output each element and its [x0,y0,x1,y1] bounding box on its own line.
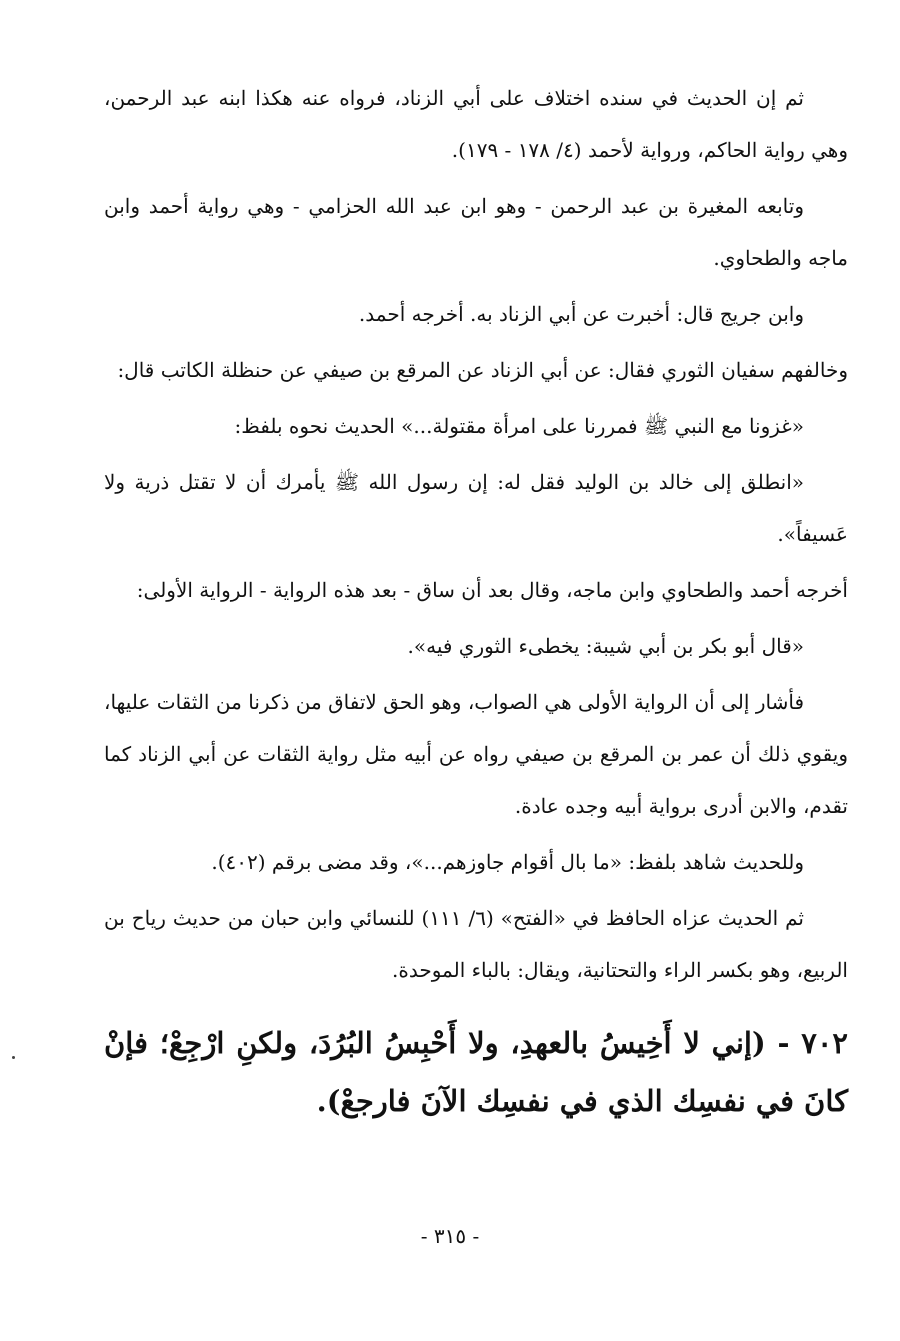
paragraph-isnad-disagreement: ثم إن الحديث في سنده اختلاف على أبي الزناد، فرواه عنه هكذا ابنه عبد الرحمن، وهي رواية الحاكم، ورواية لأحمد (٤/ ١٧٨ - ١٧٩). [104,86,848,162]
page-number: - ٣١٥ - [420,1224,480,1248]
hadith-702-heading: ٧٠٢ - (إني لا أَخِيسُ بالعهدِ، ولا أَحْبِسُ البُرُدَ، ولكنِ ارْجِعْ؛ فإنْ كانَ في نفسِك الذي في نفسِك الآنَ فارجعْ). [104,1026,848,1118]
page-body [104,72,848,1159]
quote-ghazawna: «غزونا مع النبي ﷺ فمررنا على امرأة مقتولة...» الحديث نحوه بلفظ: [234,414,804,438]
paragraph-mughira-follow: وتابعه المغيرة بن عبد الرحمن - وهو ابن عبد الله الحزامي - وهي رواية أحمد وابن ماجه والطحاوي. [104,194,848,270]
quote-abu-bakr: «قال أبو بكر بن أبي شيبة: يخطىء الثوري فيه». [407,634,804,658]
margin-mark [12,1056,15,1059]
paragraph-ibn-jurayj: وابن جريج قال: أخبرت عن أبي الزناد به. أخرجه أحمد. [358,302,804,326]
paragraph-takhrij-ahmad: أخرجه أحمد والطحاوي وابن ماجه، وقال بعد أن ساق - بعد هذه الرواية - الرواية الأولى: [136,578,848,602]
paragraph-sawab: فأشار إلى أن الرواية الأولى هي الصواب، وهو الحق لاتفاق من ذكرنا من الثقات عليها، ويقوي ذلك أن عمر بن المرقع بن صيفي رواه عن أبيه مثل رواية الثقات عن أبي الزناد كما تقدم، والابن أدرى برواية أبيه وجده عادة. [104,690,848,818]
paragraph-shahid: وللحديث شاهد بلفظ: «ما بال أقوام جاوزهم...»، وقد مضى برقم (٤٠٢). [211,850,804,874]
quote-intaliq: «انطلق إلى خالد بن الوليد فقل له: إن رسول الله ﷺ يأمرك أن لا تقتل ذرية ولا عَسيفاً». [104,470,848,546]
paragraph-thawri-dissent: وخالفهم سفيان الثوري فقال: عن أبي الزناد عن المرقع بن صيفي عن حنظلة الكاتب قال: [117,358,848,382]
paragraph-hafiz-fath: ثم الحديث عزاه الحافظ في «الفتح» (٦/ ١١١) للنسائي وابن حبان من حديث رياح بن الربيع، وهو بكسر الراء والتحتانية، ويقال: بالباء الموحدة. [104,906,848,982]
